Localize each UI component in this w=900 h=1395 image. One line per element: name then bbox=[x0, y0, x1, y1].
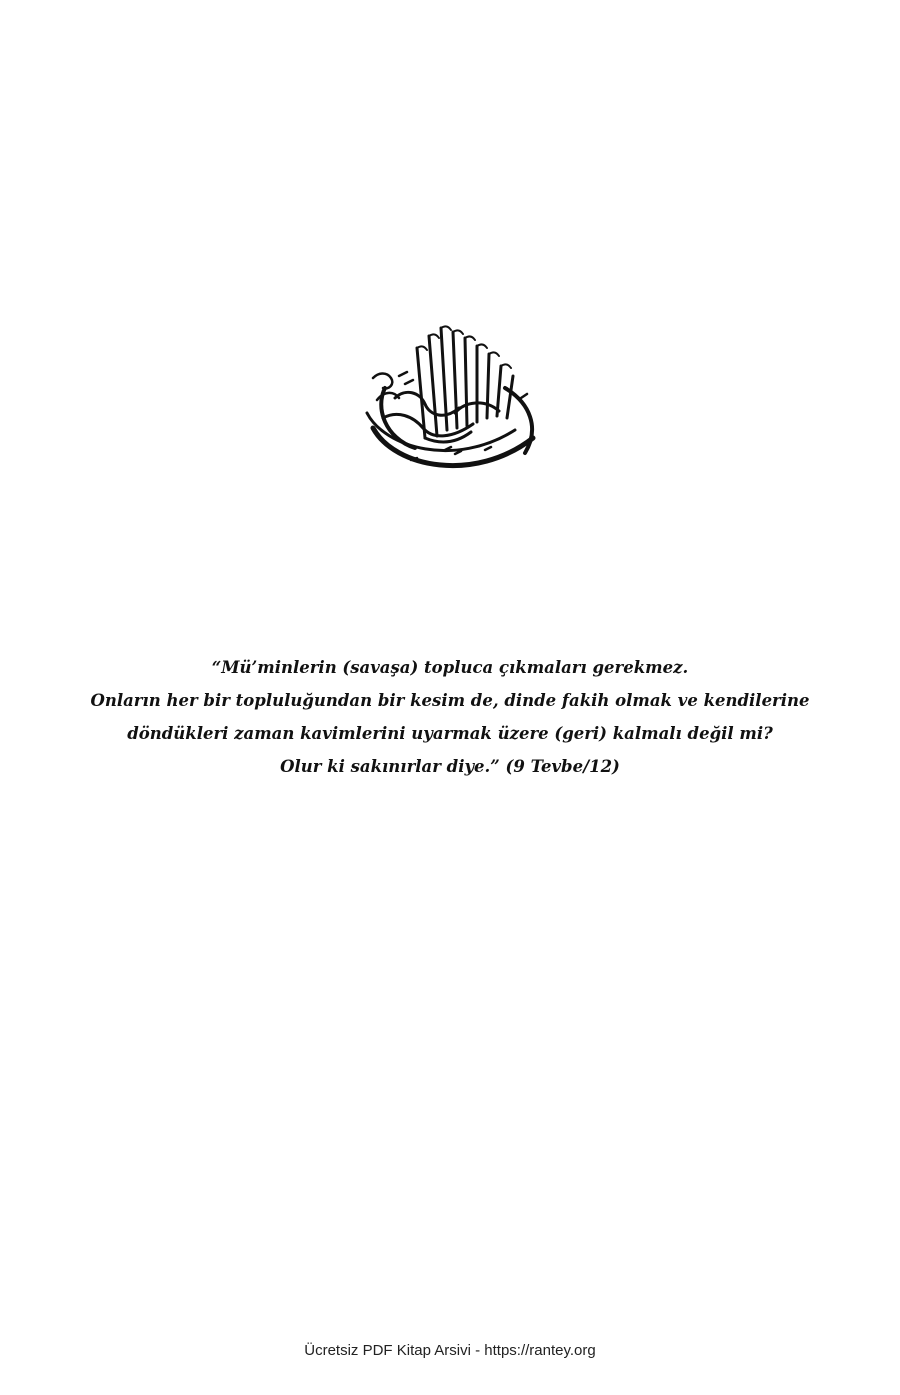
quote-line: Olur ki sakınırlar diye.” (9 Tevbe/12) bbox=[280, 757, 620, 776]
basmala-calligraphy-icon bbox=[355, 318, 545, 483]
quote-line: döndükleri zaman kavimlerini uyarmak üzere (geri) kalmalı değil mi? bbox=[127, 724, 773, 743]
footer-text: Ücretsiz PDF Kitap Arsivi - https://rantey.org bbox=[304, 1342, 596, 1359]
quote-line: “Mü’minlerin (savaşa) topluca çıkmaları gerekmez. bbox=[211, 658, 689, 677]
quote-line: Onların her bir topluluğundan bir kesim de, dinde fakih olmak ve kendilerine bbox=[90, 691, 810, 710]
quote-block bbox=[60, 651, 840, 783]
